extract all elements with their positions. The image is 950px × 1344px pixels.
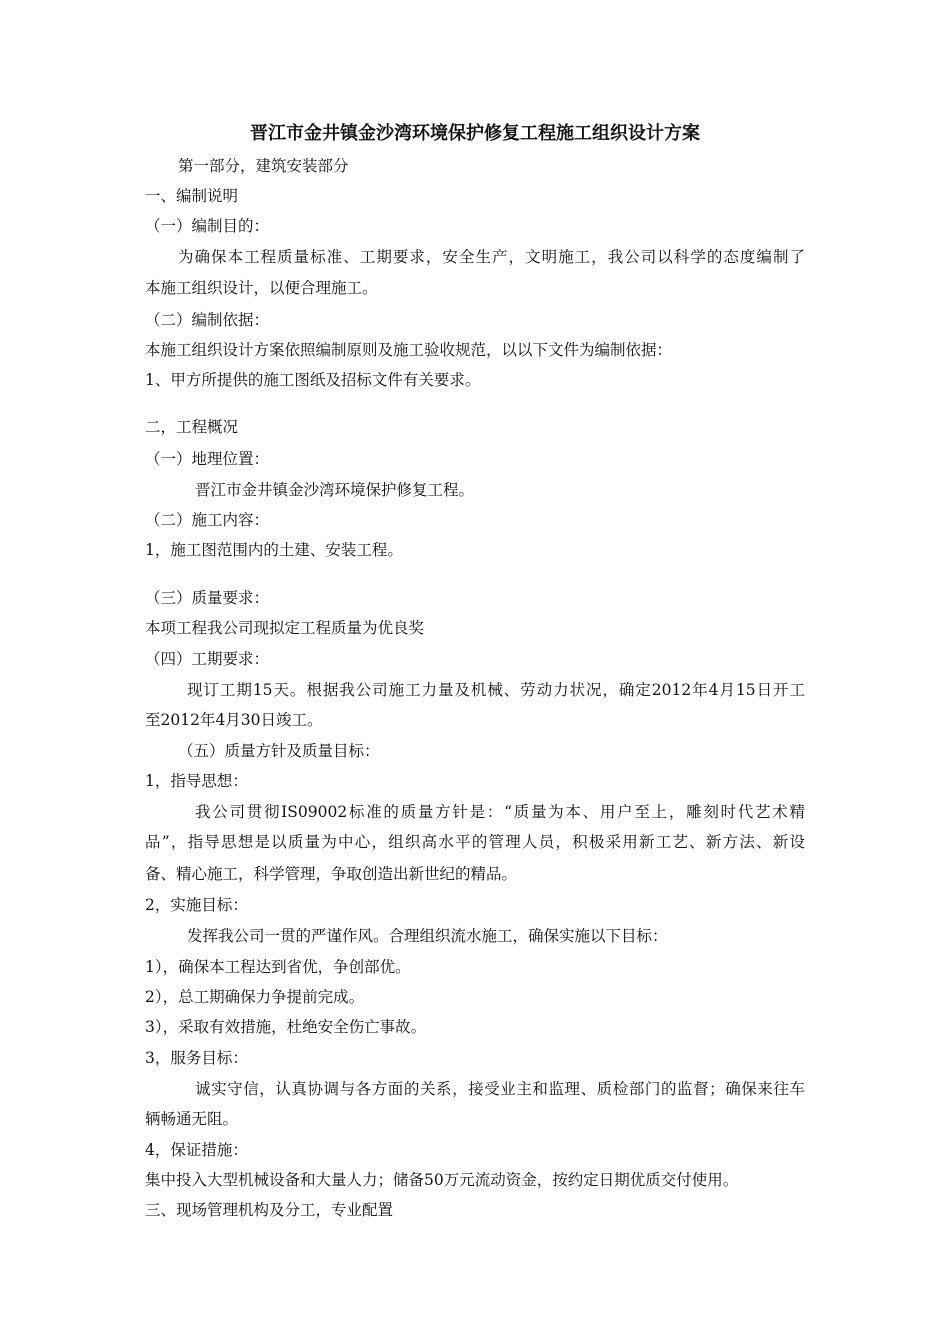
subsection-heading: （一）编制目的： [145,217,270,235]
paragraph-line: 备、精心施工，科学管理，争取创造出新世纪的精品。 [145,865,518,883]
paragraph-line: 我公司贯彻IS09002标准的质量方针是：“质量为本、用户至上，雕刻时代艺术精 [195,803,805,821]
paragraph-line: 发挥我公司一贯的严谨作风。合理组织流水施工，确保实施以下目标： [187,927,668,945]
list-item: 1，施工图范围内的土建、安装工程。 [145,541,403,559]
section-heading: 一、编制说明 [145,187,239,205]
section-heading: 三、现场管理机构及分工，专业配置 [145,1201,394,1219]
part-heading: 第一部分，建筑安装部分 [178,157,349,175]
paragraph-line: 集中投入大型机械设备和大量人力；储备50万元流动资金，按约定日期优质交付使用。 [145,1171,739,1189]
subsection-heading: （三）质量要求： [145,589,270,607]
section-heading: 二，工程概况 [145,418,239,436]
subsection-heading: （一）地理位置： [145,450,270,468]
list-item: 4，保证措施： [145,1141,248,1159]
paragraph-line: 晋江市金井镇金沙湾环境保护修复工程。 [195,481,475,499]
paragraph-line: 现订工期15天。根据我公司施工力量及机械、劳动力状况，确定2012年4月15日开工 [187,681,805,699]
document-title: 晋江市金井镇金沙湾环境保护修复工程施工组织设计方案 [250,123,700,144]
list-item: 3），采取有效措施，杜绝安全伤亡事故。 [145,1018,427,1036]
list-item: 2，实施目标： [145,896,248,914]
paragraph-line: 辆畅通无阻。 [145,1110,239,1128]
paragraph-line: 为确保本工程质量标准、工期要求，安全生产，文明施工，我公司以科学的态度编制了 [178,248,805,266]
paragraph-line: 至2012年4月30日竣工。 [145,711,323,729]
list-item: 3，服务目标： [145,1049,248,1067]
list-item: 1），确保本工程达到省优，争创部优。 [145,958,411,976]
subsection-heading: （五）质量方针及质量目标： [178,742,380,760]
subsection-heading: （二）编制依据： [145,311,270,329]
list-item: 1、甲方所提供的施工图纸及招标文件有关要求。 [145,371,481,389]
paragraph-line: 本项工程我公司现拟定工程质量为优良奖 [145,619,425,637]
list-item: 2），总工期确保力争提前完成。 [145,988,365,1006]
paragraph-line: 品”，指导思想是以质量为中心，组织高水平的管理人员，积极采用新工艺、新方法、新设 [145,833,805,851]
subsection-heading: （四）工期要求： [145,650,270,668]
paragraph-line: 诚实守信，认真协调与各方面的关系，接受业主和监理、质检部门的监督；确保来往车 [195,1080,805,1098]
paragraph-line: 本施工组织设计，以便合理施工。 [145,279,378,297]
list-item: 1，指导思想： [145,772,248,790]
paragraph-line: 本施工组织设计方案依照编制原则及施工验收规范，以以下文件为编制依据： [145,341,673,359]
subsection-heading: （二）施工内容： [145,511,270,529]
